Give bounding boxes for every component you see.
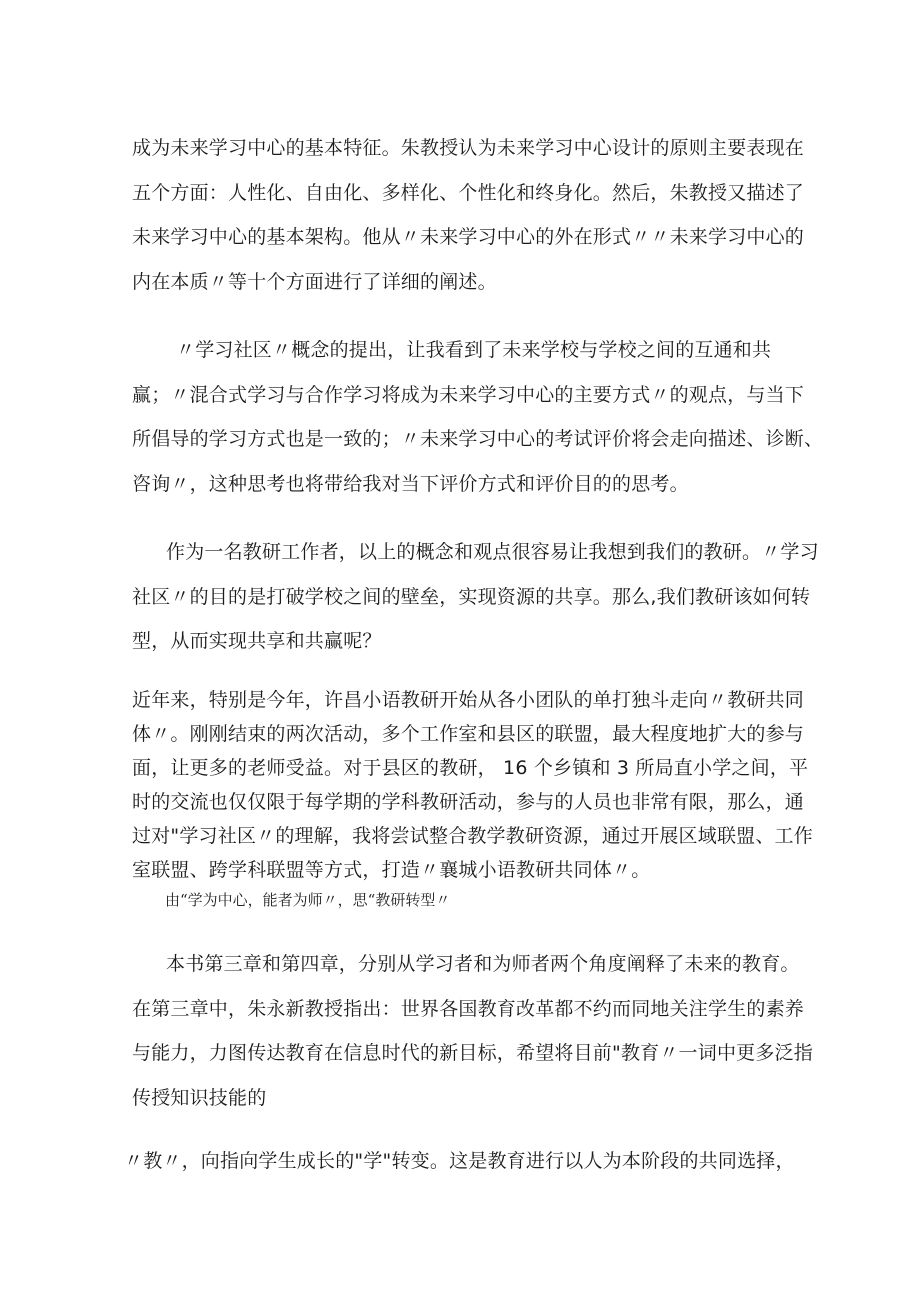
- text-line: 〃学习社区〃概念的提出，让我看到了未来学校与学校之间的互通和共: [176, 339, 772, 361]
- text-line: 过对"学习社区〃的理解，我将尝试整合教学教研资源，通过开展区域联盟、工作: [132, 825, 813, 847]
- paragraph-future-learning-center: [132, 126, 805, 304]
- text-line: 室联盟、跨学科联盟等方式，打造〃襄城小语教研共同体〃。: [132, 859, 651, 881]
- text-line: 面，让更多的老师受益。对于县区的教研， 16 个乡镇和 3 所局直小学之间，平: [132, 757, 809, 779]
- paragraph-teaching-research: [132, 530, 819, 664]
- text-line: 作为一名教研工作者，以上的概念和观点很容易让我想到我们的教研。〃学习: [166, 541, 819, 563]
- text-line: 未来学习中心的基本架构。他从〃未来学习中心的外在形式〃〃未来学习中心的: [132, 226, 805, 248]
- text-line: 近年来，特别是今年，许昌小语教研开始从各小团队的单打独斗走向〃教研共同: [132, 689, 805, 711]
- paragraph-research-community: [132, 683, 813, 887]
- paragraph-learning-community: [132, 328, 824, 506]
- text-line: 社区〃的目的是打破学校之间的壁垒，实现资源的共享。那么,我们教研该如何转: [132, 585, 811, 608]
- paragraph-teaching-to-learning: [124, 1139, 795, 1184]
- text-line: 咨询〃，这种思考也将带给我对当下评价方式和评价目的的思考。: [132, 472, 689, 495]
- text-line: 在第三章中，朱永新教授指出：世界各国教育改革都不约而同地关注学生的素养: [132, 997, 805, 1020]
- text-line: 本书第三章和第四章，分别从学习者和为师者两个角度阐释了未来的教育。: [166, 953, 800, 975]
- text-line: 传授知识技能的: [132, 1086, 267, 1109]
- section-subheading: 由“学为中心，能者为师〃，思“教研转型〃: [165, 891, 451, 909]
- text-line: 时的交流也仅仅限于每学期的学科教研活动，参与的人员也非常有限，那么，通: [132, 791, 805, 813]
- text-line: 内在本质〃等十个方面进行了详细的阐述。: [132, 270, 497, 293]
- text-line: 〃教〃，向指向学生成长的"学"转变。这是教育进行以人为本阶段的共同选择，: [124, 1150, 795, 1172]
- text-line: 五个方面：人性化、自由化、多样化、个性化和终身化。然后，朱教授又描述了: [132, 181, 805, 204]
- paragraph-chapter-three-four: [132, 942, 813, 1120]
- text-line: 所倡导的学习方式也是一致的；〃未来学习中心的考试评价将会走向描述、诊断、: [132, 428, 824, 450]
- text-line: 体〃。刚刚结束的两次活动，多个工作室和县区的联盟，最大程度地扩大的参与: [132, 723, 805, 745]
- text-line: 与能力，力图传达教育在信息时代的新目标，希望将目前"教育〃一词中更多泛指: [132, 1042, 813, 1064]
- text-line: 成为未来学习中心的基本特征。朱教授认为未来学习中心设计的原则主要表现在: [132, 137, 805, 159]
- text-line: 赢；〃混合式学习与合作学习将成为未来学习中心的主要方式〃的观点，与当下: [132, 383, 805, 406]
- text-line: 型，从而实现共享和共赢呢？: [132, 630, 382, 652]
